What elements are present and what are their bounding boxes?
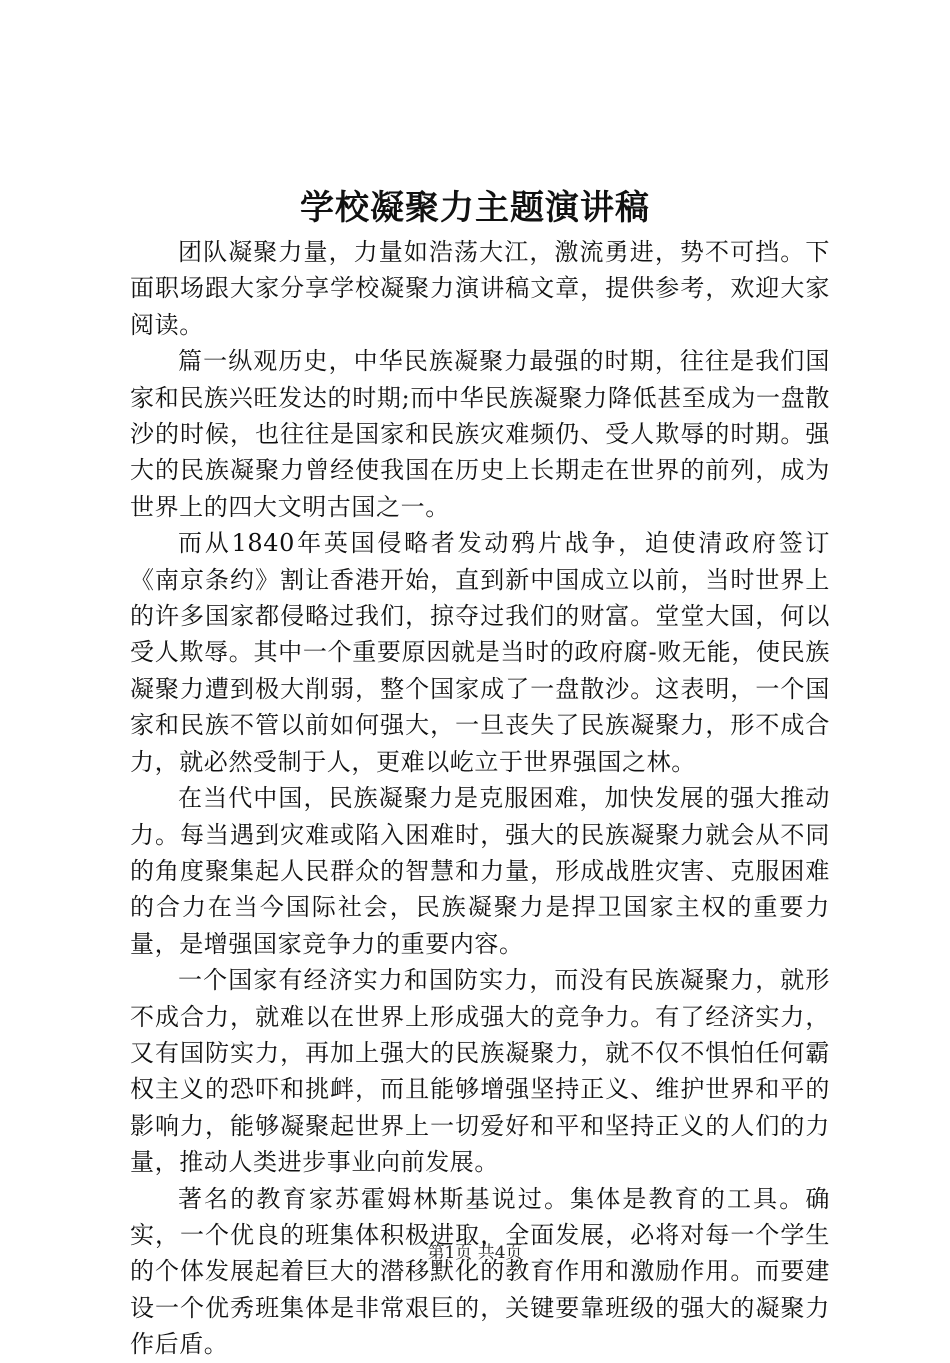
document-title: 学校凝聚力主题演讲稿: [300, 188, 650, 228]
paragraph-modern-china: 在当代中国，民族凝聚力是克服困难，加快发展的强大推动力。每当遇到灾难或陷入困难时，强大的民族凝聚力就会从不同的角度聚集起人民群众的智慧和力量，形成战胜灾害、克服困难的合力在当今国际社会，民族凝聚力是捍卫国家主权的重要力量，是增强国家竞争力的重要内容。: [130, 784, 830, 958]
paragraph-national-strength: 一个国家有经济实力和国防实力，而没有民族凝聚力，就形不成合力，就难以在世界上形成强大的竞争力。有了经济实力，又有国防实力，再加上强大的民族凝聚力，就不仅不惧怕任何霸权主义的恐吓和挑衅，而且能够增强坚持正义、维护世界和平的影响力，能够凝聚起世界上一切爱好和平和坚持正义的人们的力量，推动人类进步事业向前发展。: [130, 966, 830, 1177]
document-body: [130, 234, 830, 1363]
paragraph-education: 著名的教育家苏霍姆林斯基说过。集体是教育的工具。确实，一个优良的班集体积极进取，全面发展，必将对每一个学生的个体发展起着巨大的潜移默化的教育作用和激励作用。而要建设一个优秀班集体是非常艰巨的，关键要靠班级的强大的凝聚力作后盾。: [130, 1184, 830, 1359]
paragraph-intro: 团队凝聚力量，力量如浩荡大江，激流勇进，势不可挡。下面职场跟大家分享学校凝聚力演讲稿文章，提供参考，欢迎大家阅读。: [130, 238, 830, 339]
paragraph-opium-war: 而从1840年英国侵略者发动鸦片战争，迫使清政府签订《南京条约》割让香港开始，直到新中国成立以前，当时世界上的许多国家都侵略过我们，掠夺过我们的财富。堂堂大国，何以受人欺辱。其中一个重要原因就是当时的政府腐-败无能，使民族凝聚力遭到极大削弱，整个国家成了一盘散沙。这表明，一个国家和民族不管以前如何强大，一旦丧失了民族凝聚力，形不成合力，就必然受制于人，更难以屹立于世界强国之林。: [130, 529, 830, 776]
page-number-footer: 第1页 共4页: [427, 1243, 523, 1263]
paragraph-history: 篇一纵观历史，中华民族凝聚力最强的时期，往往是我们国家和民族兴旺发达的时期;而中华民族凝聚力降低甚至成为一盘散沙的时候，也往往是国家和民族灾难频仍、受人欺辱的时期。强大的民族凝聚力曾经使我国在历史上长期走在世界的前列，成为世界上的四大文明古国之一。: [130, 347, 830, 521]
